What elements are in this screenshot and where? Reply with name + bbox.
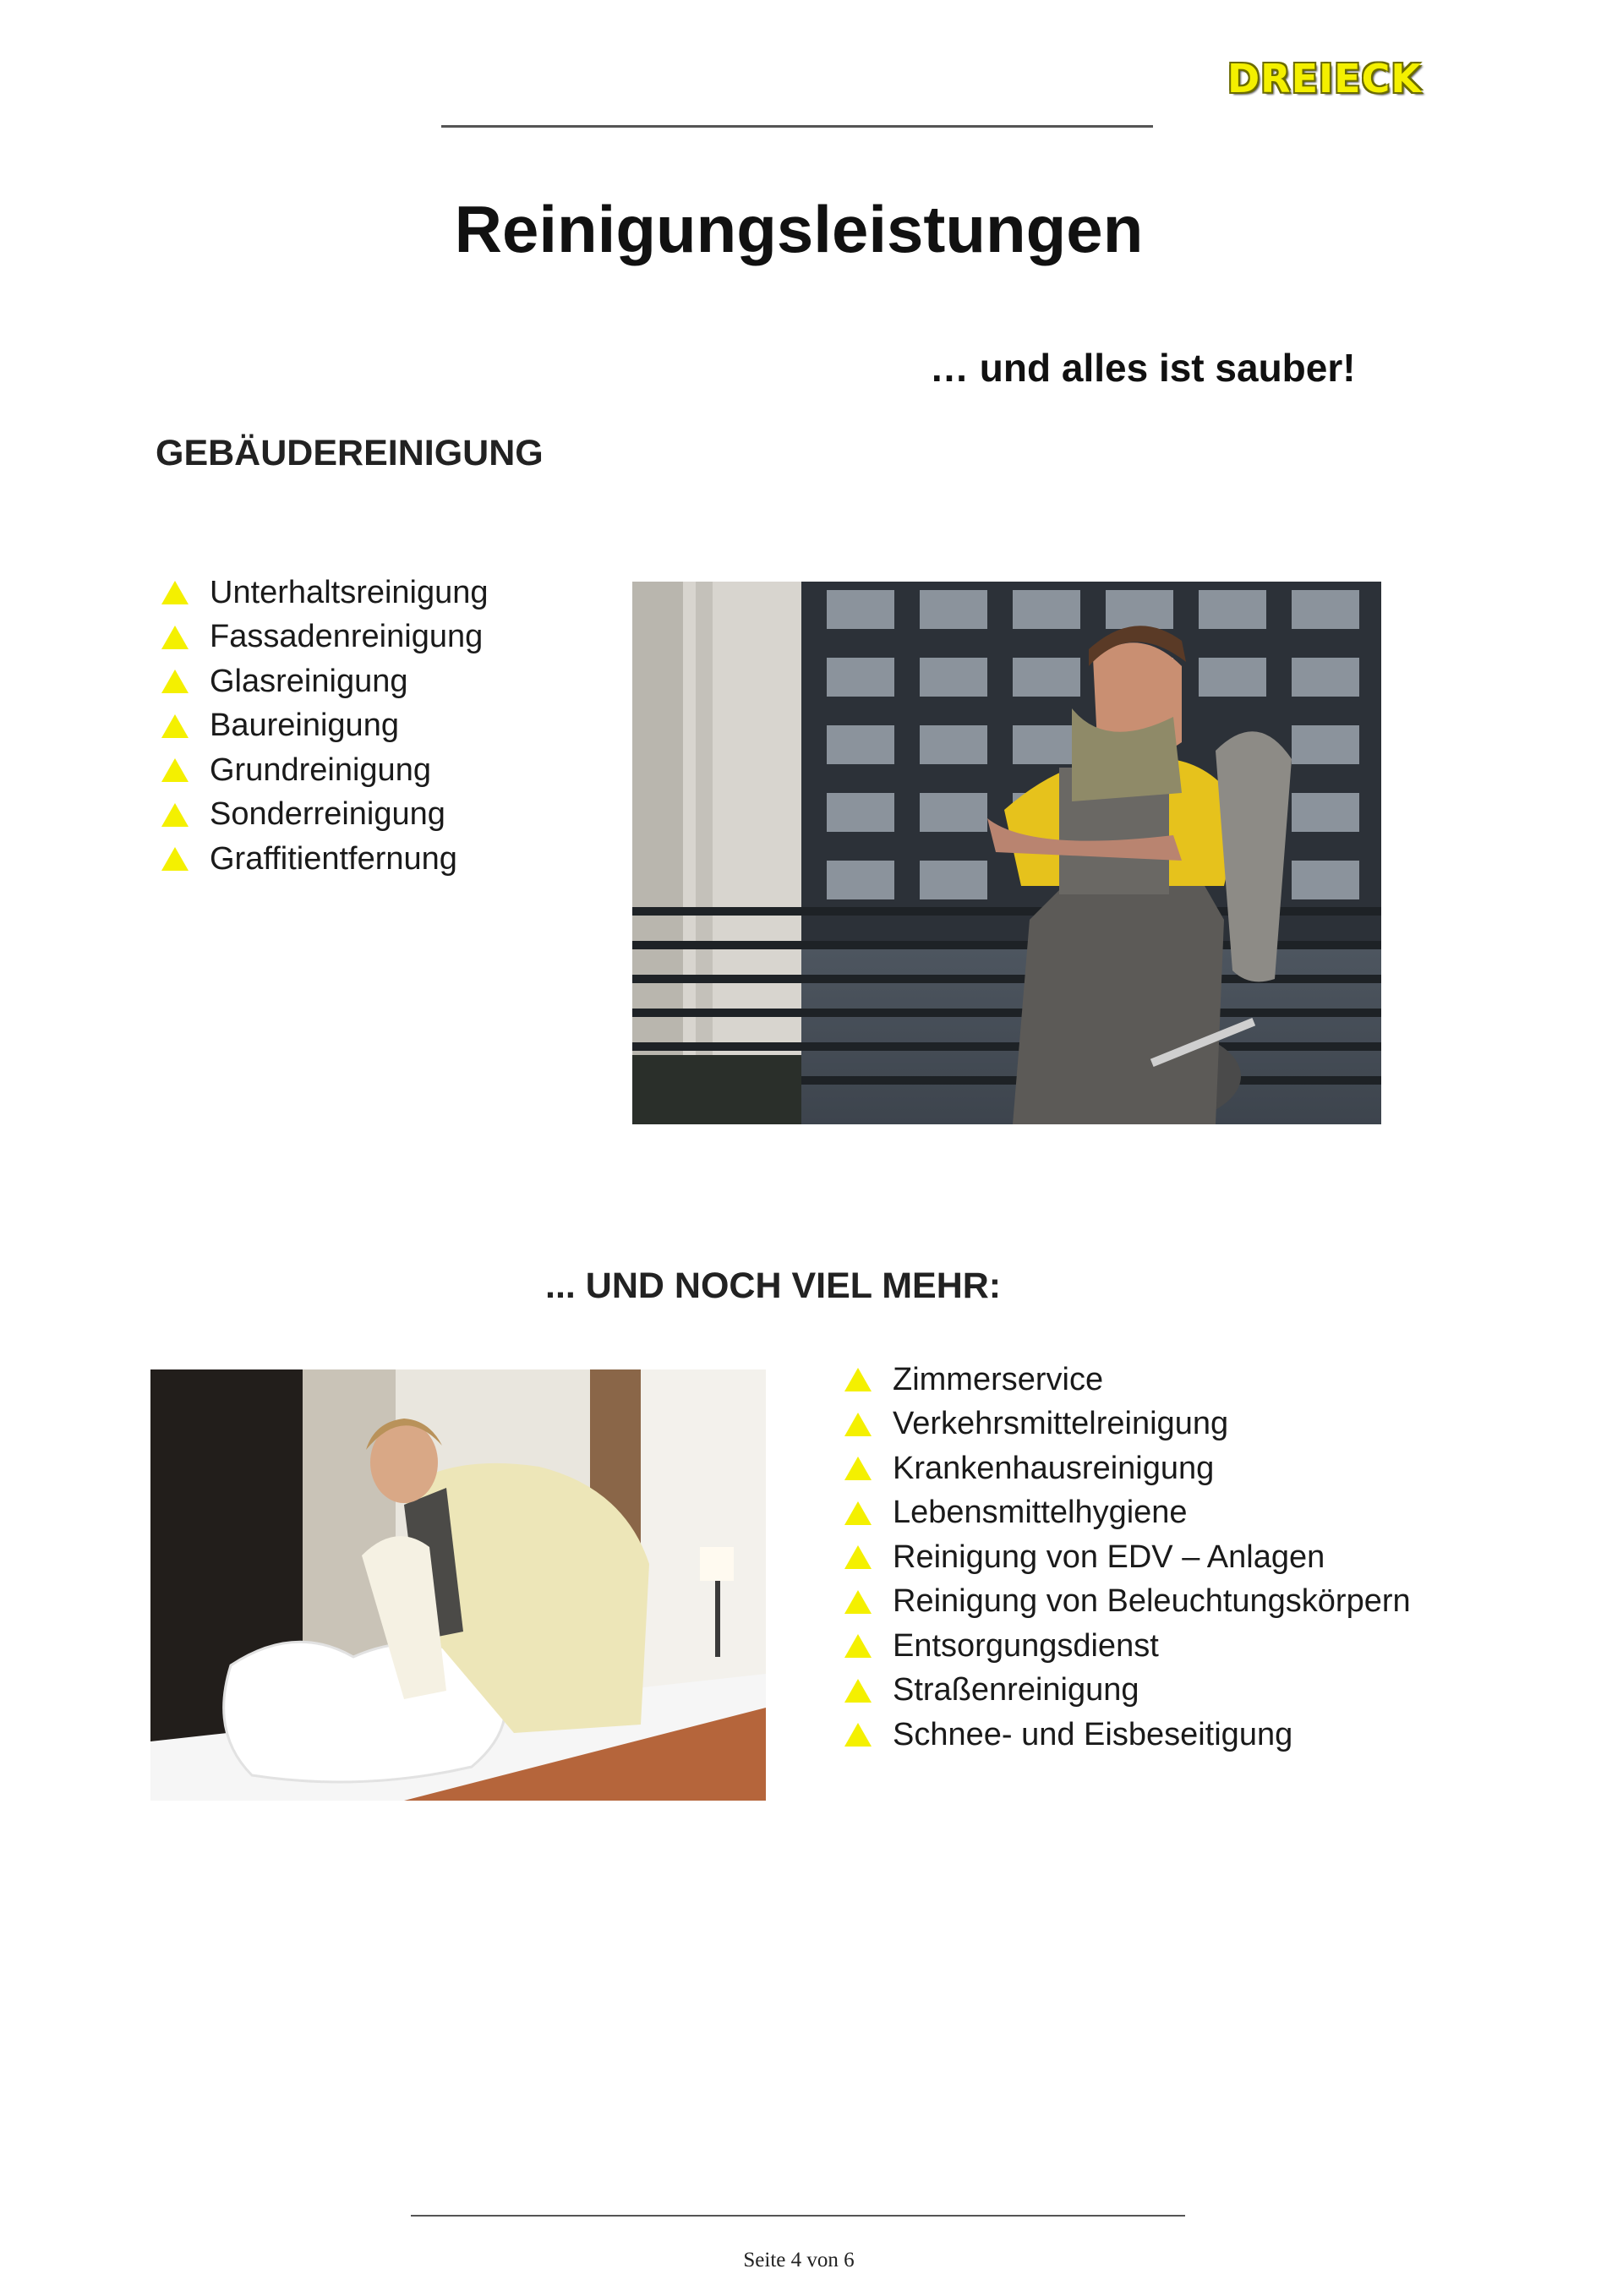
yellow-triangle-icon [844,1367,872,1392]
list-item-label: Fassadenreinigung [210,619,484,655]
list-item [161,793,489,838]
list-item [161,837,489,882]
list-item-label: Krankenhausreinigung [893,1450,1215,1486]
list-item-label: Reinigung von EDV – Anlagen [893,1539,1325,1575]
list-item [161,704,489,749]
list-item [844,1446,1411,1491]
list-item [161,615,489,660]
additional-services-list [844,1358,1411,1758]
list-item-label: Sonderreinigung [210,796,445,833]
list-item [844,1669,1411,1714]
page-number: Seite 4 von 6 [743,2249,855,2271]
list-item-label: Schnee- und Eisbeseitigung [893,1716,1293,1752]
list-item-label: Unterhaltsreinigung [210,574,489,610]
list-item [844,1491,1411,1536]
yellow-triangle-icon [844,1678,872,1703]
list-item [844,1624,1411,1669]
list-item-label: Reinigung von Beleuchtungskörpern [893,1583,1411,1620]
tagline: … und alles ist sauber! [930,346,1356,390]
list-item-label: Grundreinigung [210,752,431,788]
list-item [844,1580,1411,1625]
company-logo: DREIECK [1227,56,1422,101]
footer-divider [411,2215,1185,2217]
yellow-triangle-icon [161,846,189,872]
list-item-label: Lebensmittelhygiene [893,1495,1188,1531]
list-item [844,1402,1411,1447]
yellow-triangle-icon [844,1456,872,1481]
list-item-label: Glasreinigung [210,663,408,699]
list-item-label: Entsorgungsdienst [893,1627,1159,1664]
yellow-triangle-icon [844,1722,872,1747]
section-heading-more: ... UND NOCH VIEL MEHR: [545,1266,1002,1306]
list-item [161,571,489,615]
list-item [161,748,489,793]
yellow-triangle-icon [844,1589,872,1615]
yellow-triangle-icon [844,1544,872,1570]
list-item-label: Zimmerservice [893,1361,1104,1397]
window-cleaner-photo [632,582,1381,1124]
yellow-triangle-icon [161,713,189,739]
list-item-label: Straßenreinigung [893,1672,1139,1708]
list-item [844,1713,1411,1758]
page-title: Reinigungsleistungen [454,192,1144,266]
list-item [844,1535,1411,1580]
yellow-triangle-icon [844,1633,872,1659]
list-item [844,1358,1411,1402]
yellow-triangle-icon [844,1412,872,1437]
yellow-triangle-icon [161,757,189,783]
building-services-list [161,571,489,882]
header-divider [441,125,1153,128]
section-heading-building: GEBÄUDEREINIGUNG [156,433,544,473]
yellow-triangle-icon [161,802,189,828]
list-item-label: Verkehrsmittelreinigung [893,1406,1229,1442]
yellow-triangle-icon [161,669,189,694]
list-item [161,659,489,704]
list-item-label: Baureinigung [210,708,399,744]
list-item-label: Graffitientfernung [210,840,457,877]
hotel-room-service-photo [150,1369,766,1801]
yellow-triangle-icon [844,1501,872,1526]
yellow-triangle-icon [161,625,189,650]
yellow-triangle-icon [161,580,189,605]
